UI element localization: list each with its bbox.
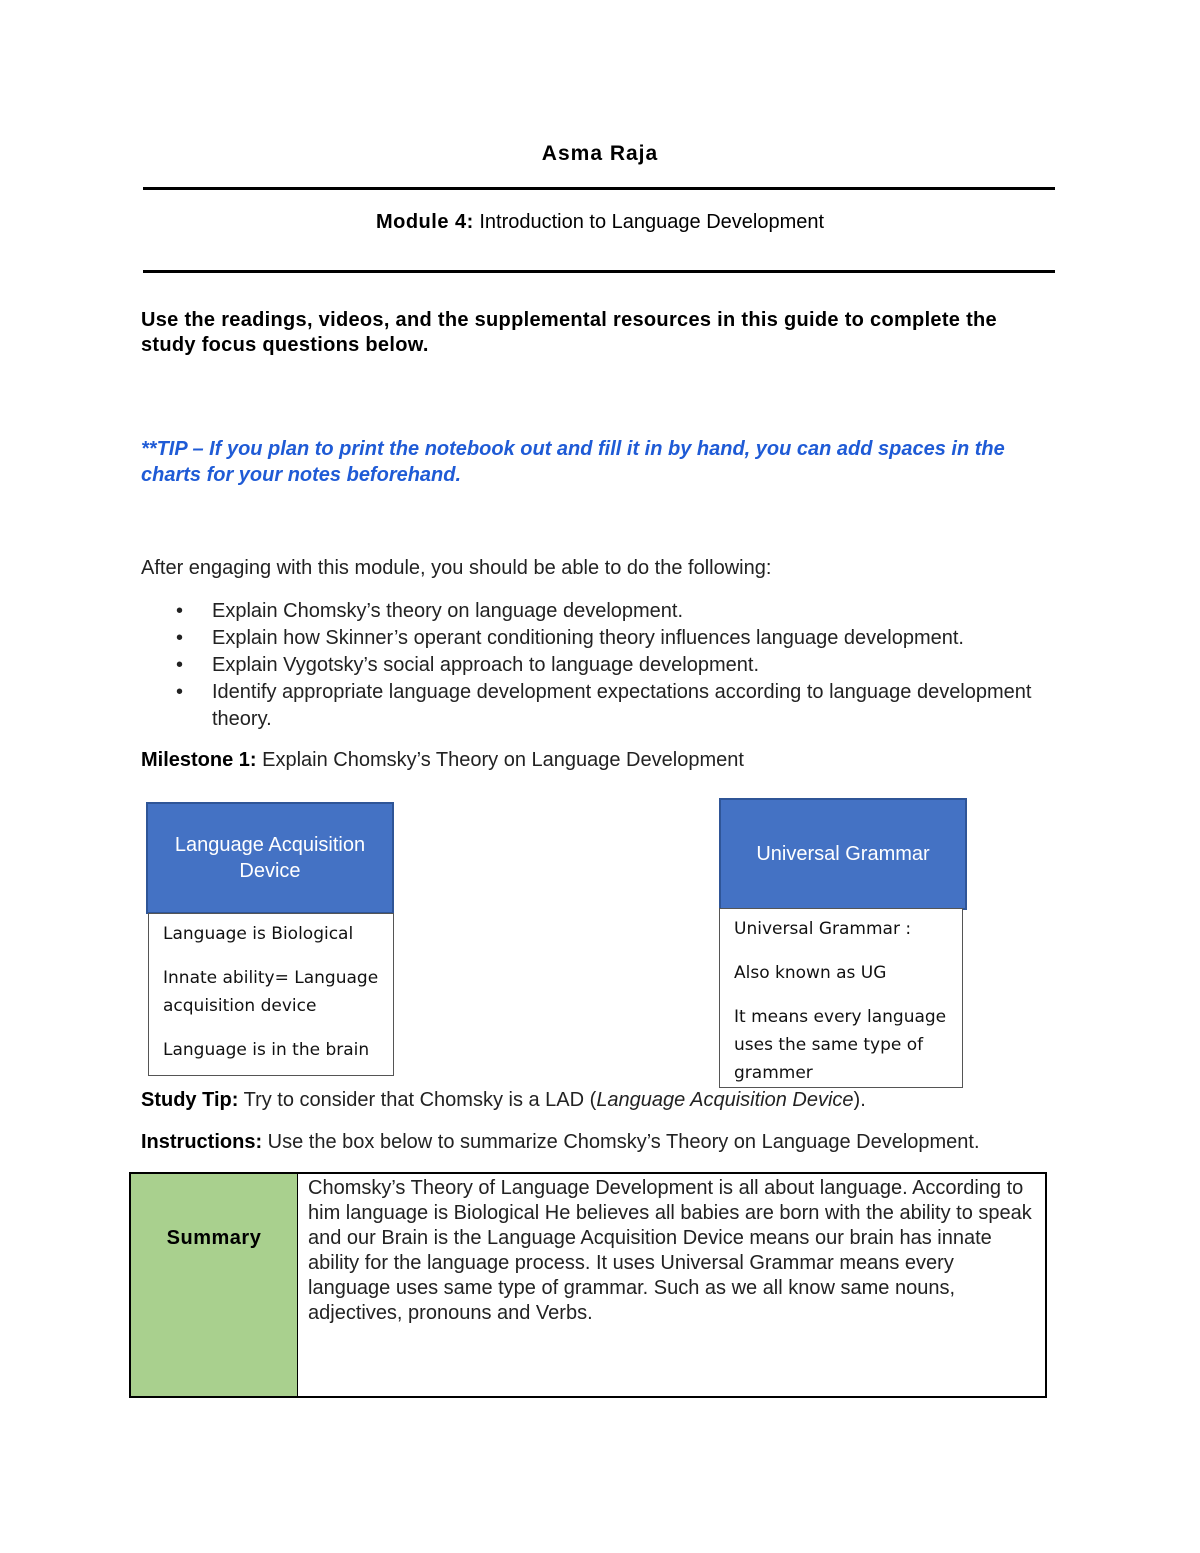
objective-item: • Identify appropriate language development expectations according to language development theory. bbox=[176, 681, 1032, 730]
lad-box-title: Language Acquisition Device bbox=[174, 834, 366, 882]
study-tip-label: Study Tip: bbox=[141, 1089, 239, 1111]
bullet-icon: • bbox=[176, 627, 184, 649]
objectives-intro: After engaging with this module, you should be able to do the following: bbox=[141, 557, 772, 579]
module-title: Introduction to Language Development bbox=[473, 211, 825, 233]
bullet-icon: • bbox=[176, 681, 184, 703]
objective-item: • Explain Vygotsky’s social approach to language development. bbox=[141, 652, 1041, 679]
module-label: Module 4: bbox=[375, 211, 474, 233]
milestone-heading bbox=[141, 749, 744, 772]
horizontal-rule-bottom bbox=[143, 270, 1055, 273]
lad-box-body bbox=[148, 913, 394, 1076]
module-heading bbox=[0, 211, 1200, 234]
bullet-icon: • bbox=[176, 600, 184, 622]
milestone-text: Explain Chomsky’s Theory on Language Development bbox=[256, 749, 744, 771]
instructions-top: Use the readings, videos, and the supplemental resources in this guide to complete the study focus questions below. bbox=[141, 309, 997, 356]
author-name: Asma Raja bbox=[541, 142, 659, 165]
ug-box-header bbox=[719, 798, 967, 910]
objectives-list bbox=[141, 598, 1041, 733]
ug-line: Universal Grammar : bbox=[734, 919, 912, 939]
lad-box-header bbox=[146, 802, 394, 914]
horizontal-rule-top bbox=[143, 187, 1055, 190]
instructions-label: Instructions: bbox=[141, 1131, 263, 1153]
ug-line: It means every language uses the same type of grammer bbox=[734, 1007, 947, 1083]
lad-line: Innate ability= Language acquisition device bbox=[163, 968, 379, 1016]
instructions bbox=[141, 1131, 980, 1154]
lad-line: Language is Biological bbox=[163, 924, 354, 944]
ug-line: Also known as UG bbox=[734, 963, 887, 983]
instructions-text: Use the box below to summarize Chomsky’s Theory on Language Development. bbox=[262, 1131, 980, 1153]
summary-text[interactable]: Chomsky’s Theory of Language Development is all about language. According to him language is Biological He believes all babies are born with the ability to speak and our Brain is the Language Acquisition Device means our brain has innate ability for the language process. It uses Universal Grammar means every language uses same type of grammar. Such as we all know same nouns, adjectives, pronouns and Verbs. bbox=[308, 1177, 1032, 1324]
ug-box-title: Universal Grammar bbox=[756, 843, 930, 865]
study-tip: Study Tip: Try to consider that Chomsky is a LAD (Language Acquisition Device). bbox=[141, 1089, 866, 1111]
objective-item: • Explain how Skinner’s operant conditioning theory influences language development. bbox=[141, 625, 1041, 652]
summary-table bbox=[129, 1172, 1047, 1398]
milestone-label: Milestone 1: bbox=[141, 749, 257, 771]
lad-line: Language is in the brain bbox=[163, 1040, 370, 1060]
tip-text: **TIP – If you plan to print the notebook out and fill it in by hand, you can add spaces in the charts for your notes beforehand. bbox=[141, 438, 1005, 486]
objective-item: • Explain Chomsky’s theory on language development. bbox=[141, 598, 1041, 625]
bullet-icon: • bbox=[176, 654, 184, 676]
ug-box-body bbox=[719, 908, 963, 1088]
summary-label: Summary bbox=[131, 1174, 298, 1396]
